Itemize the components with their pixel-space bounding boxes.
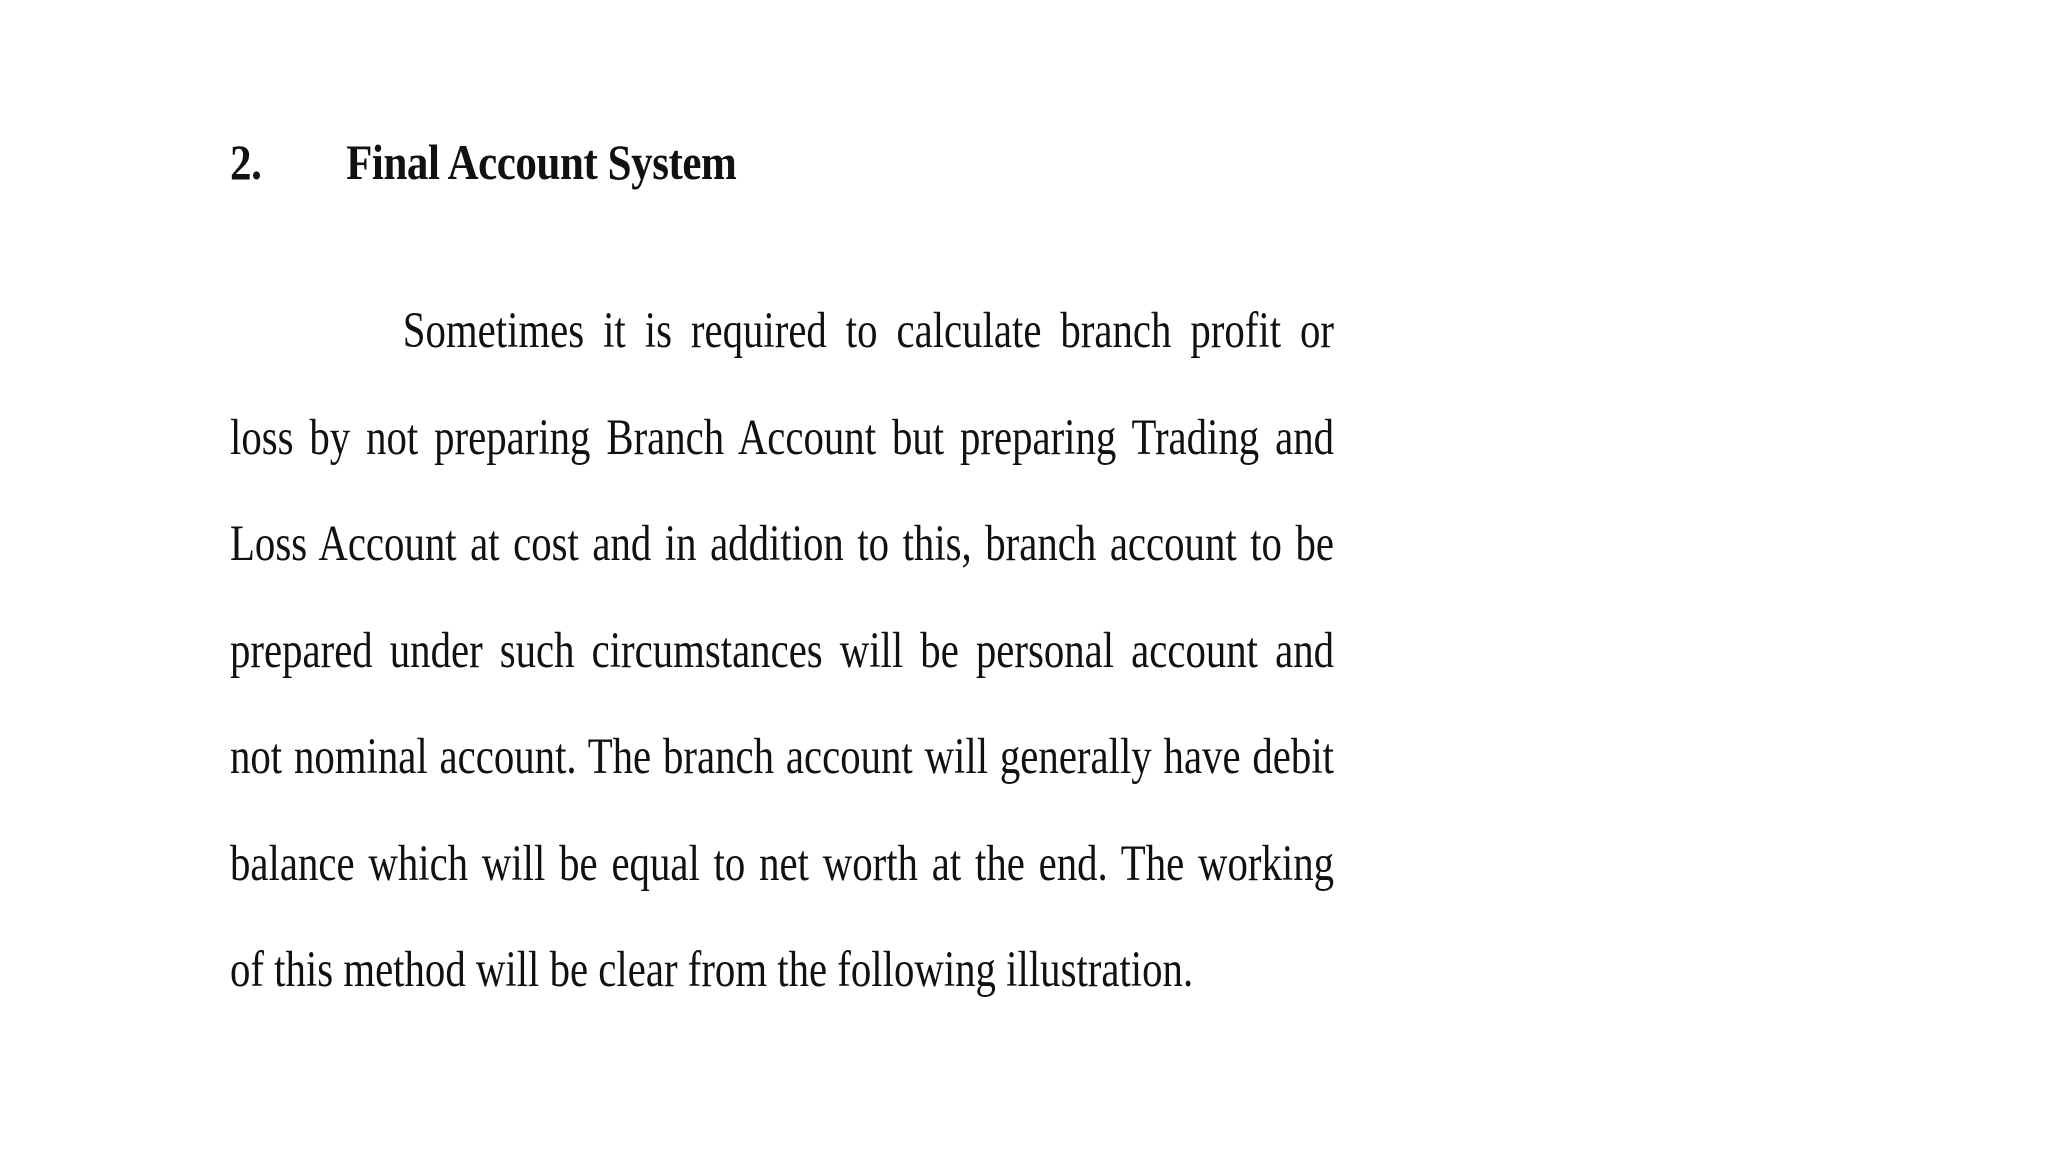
section-heading: [230, 132, 736, 192]
section-paragraph: Sometimes it is required to calculate branch profit or loss by not preparing Branch Account but preparing Trading and Loss Account at cost and in addition to this, branch account to be prepared under such circumstances will be personal account and not nominal account. The branch account will generally have debit balance which will be equal to net worth at the end. The working of this method will be clear from the following illustration.: [230, 303, 1334, 998]
section-title: Final Account System: [346, 134, 737, 190]
paragraph-wrapper: [230, 278, 1334, 1024]
section-number: 2.: [230, 134, 262, 190]
section-paragraph-block: [230, 278, 1334, 1024]
